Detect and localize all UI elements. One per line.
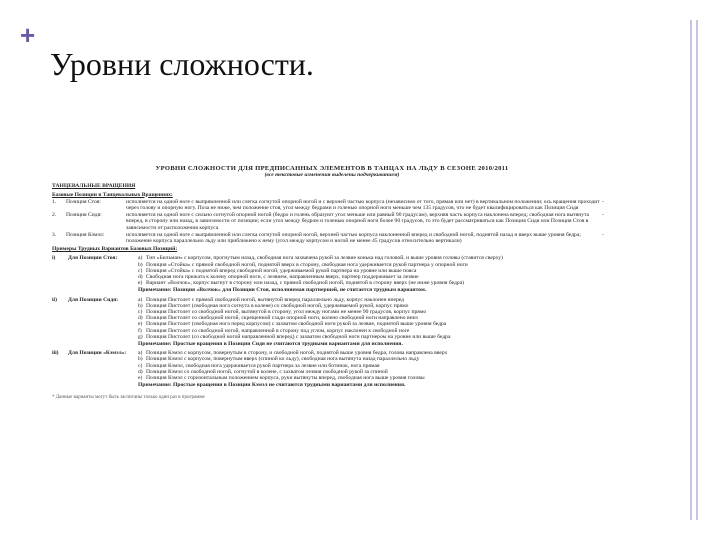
item-text: Позиция Пистолет с прямой свободной ногой, вытянутой вперед параллельно льду, корпус наклонен вперед [146,296,405,303]
item-text: Позиция Пистолет (свободная нога перед корпусом) с захватом свободной ноги рукой за лезвие, поднятой выше уровня бедра [146,321,447,328]
example-items [138,297,612,340]
position-name: Позиция Кэмэл: [66,231,105,238]
item-key: e) [138,321,143,328]
item-text: Позиция Пистолет со свободной ногой, вытянутой в сторону, угол между ногами не менее 90 градусов, корпус прямо [146,309,427,316]
example-label: Для Позиции Сидя: [68,296,119,303]
list-item [138,375,612,381]
position-mark: - [602,231,604,238]
example-items [138,255,612,286]
item-text: Позиция Кэмэл с корпусом, повернутым вверх (спиной ко льду), свободная нога вытянута назад параллельно льду [146,356,420,363]
item-key: d) [138,315,143,322]
list-item [138,280,612,286]
item-text: Позиция Пистолет (свободная нога согнута в колене) со свободной ногой, удерживаемой рукой, корпус прямо [146,302,409,309]
item-text: Позиция Кэмэл, свободная нога удерживается рукой партнера за лезвие или ботинок, нога прямая [146,362,380,369]
position-name: Позиция Стоя: [66,198,101,205]
example-note: Примечание: Простые вращения в Позиции Сидя не считаются трудными вариантами для исполнения. [138,341,403,348]
example-items [138,350,612,381]
example-number: iii) [52,350,59,357]
item-key: d) [138,274,143,281]
item-text: Вариант «Волчок», корпус выгнут в сторону или назад, с прямой свободной ногой, поднятой в сторону вверх (не ниже уровня бедра) [146,280,465,287]
position-number: 1. [52,198,57,205]
example-note: Примечание: Позиция «Волчок» для Позиции Стоя, исполняемая партнершей, не считается трудным вариантом. [138,287,427,294]
position-row [52,199,612,211]
item-key: e) [138,375,143,382]
item-key: e) [138,280,143,287]
position-mark: - [602,212,604,219]
position-row [52,212,612,231]
example-block [52,350,612,381]
document-image [52,162,612,488]
doc-subheading: (все текстовые изменения выделены подчеркиванием) [264,172,400,179]
position-text: исполняется на одной ноге с выпрямленной или слегка согнутой опорной ногой, верхней частью корпуса наклоненной вперед и свободной ногой, поднятой назад и вверх выше уровня бедра; положение корпуса параллельно льду или приближено к нему (угол между корпусом и ногой не менее 45 градусов относительно вертикали) [126,231,581,245]
doc-footnote: * Данные варианты могут быть засчитаны только один раз в программе [52,394,205,400]
example-label: Для Позиции «Кэмэл»: [68,350,127,357]
position-mark: - [602,198,604,205]
item-key: a) [138,296,143,303]
item-key: b) [138,261,143,268]
item-key: c) [138,362,143,369]
item-key: a) [138,350,143,357]
example-label: Для Позиции Стоя: [68,255,118,262]
example-block [52,297,612,340]
position-text: исполняется на одной ноге с сильно согнутой опорной ногой (бедро и голень образуют угол меньше или равный 90 градусам), верхняя часть корпуса наклонена вперед; свободная нога вытянута вперед, в сторону или назад, в зависимости от позиции; если угол между бедром и голенью опорной ноги более 90 градусов, то это будет рассматриваться как Позиция Сидя или Позиция Стоя в зависимости от расположения корпуса [126,212,590,231]
example-number: ii) [52,296,57,303]
item-text: Позиция Пистолет со свободной ногой, скрещенной сзади опорной ноги, колено свободной ноги направлено вниз [146,315,418,322]
doc-heading: УРОВНИ СЛОЖНОСТИ ДЛЯ ПРЕДПИСАННЫХ ЭЛЕМЕНТОВ В ТАНЦАХ НА ЛЬДУ В СЕЗОНЕ 2010/2011 [155,165,509,172]
item-text: Позиция Кэмэл со свободной ногой, согнутой в колене, с захватом лезвия свободной рукой за спиной [146,368,388,375]
doc-examples-title: Примеры Трудных Вариантов Базовых Позиций: [52,246,178,253]
item-text: Позиция Пистолет со свободной ногой, направленной в сторону под углом, корпус наклонен к свободной ноге [146,327,410,334]
decorative-side-bar [690,20,698,520]
item-key: f) [138,327,142,334]
item-text: Позиция Пистолет (со свободной ногой направленной вперед) с захватом свободной ноги партнером на уровне или выше бедра [146,333,451,340]
position-number: 2. [52,212,57,219]
item-text: Тип «Бильман» с корпусом, прогнутым назад, свободная нога захвачена рукой за лезвие конька над головой, и выше уровня головы (ставится сверху) [146,255,503,262]
example-block [52,255,612,286]
item-text: Позиция Кэмэл с корпусом, повернутым в сторону, и свободной ногой, поднятой выше уровня бедра, голова направлена вверх [146,350,448,357]
item-key: d) [138,368,143,375]
position-row [52,232,612,244]
slide-plus-mark: + [20,20,36,50]
item-key: g) [138,333,143,340]
example-number: i) [52,255,56,262]
item-text: Свободная нога прижата к колену опорной ноги, с лезвием, направленным вверх, партнер поддерживает за лезвие [146,274,419,281]
doc-section-title: ТАНЦЕВАЛЬНЫЕ ВРАЩЕНИЯ [52,183,136,190]
item-text: Позиция «Стойка» с прямой свободной ногой, поднятой вверх в сторону, свободная нога удерживается рукой партнера у опорной ноги [146,261,468,268]
item-text: Позиция Кэмэл с горизонтальным положением корпуса, руки вытянуты вперед, свободная нога выше уровня головы [146,375,425,382]
position-text: исполняется на одной ноге с выпрямленной или слегка согнутой опорной ногой и с верхней частью корпуса (независимо от того, прямая или нет) в вертикальном положении; ось вращения проходит через голову и опорную ногу. Поза не ниже, чем положение стоя, угол между бедрами и голенью опорной ноги меньше чем 135 градусов, что не будет квалифицироваться как Позиция Сидя [126,198,600,212]
item-key: b) [138,302,143,309]
position-number: 3. [52,231,57,238]
item-key: b) [138,356,143,363]
position-name: Позиция Сидя: [66,212,102,219]
item-text: Позиция «Стойка» с поднятой вперед свободной ногой, удерживаемой рукой партнера на уровне или выше пояса [146,267,417,274]
item-key: a) [138,255,143,262]
list-item [138,334,612,340]
item-key: c) [138,309,143,316]
item-key: c) [138,267,143,274]
doc-basic-positions-title: Базовые Позиции в Танцевальных Вращениях: [52,191,173,198]
slide-title: Уровни сложности. [50,46,314,82]
example-note: Примечание: Простые вращения в Позиции Кэмэл не считаются трудными вариантами для исполнения. [138,382,406,389]
